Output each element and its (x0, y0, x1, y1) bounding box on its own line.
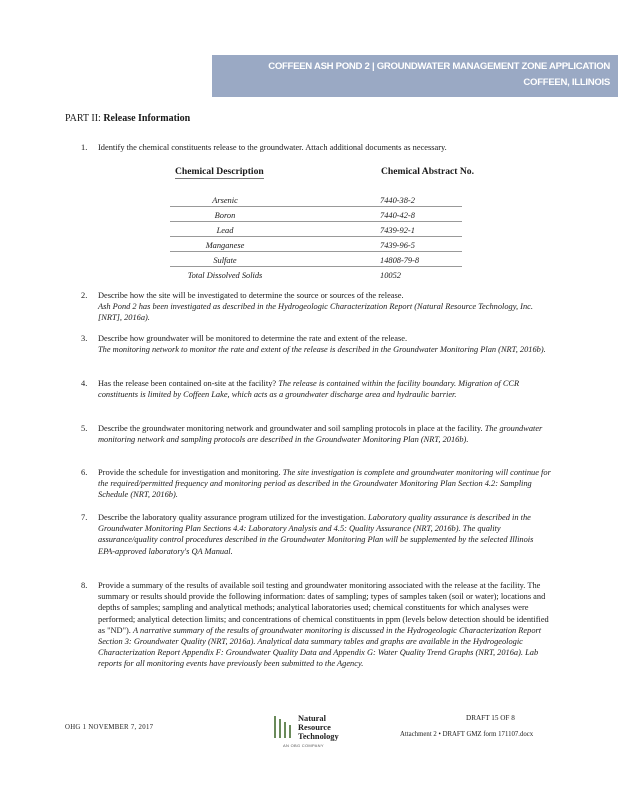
question-1-text: Identify the chemical constituents release to the groundwater. Attach additional documents as necessary. (98, 143, 447, 152)
response-2: Ash Pond 2 has been investigated as described in the Hydrogeologic Characterization Report (Natural Resource Technology, Inc. [NRT], 2016a). (98, 302, 533, 323)
part-name: Release Information (103, 113, 191, 124)
question-1: 1. Identify the chemical constituents release to the groundwater. Attach additional documents as necessary. (81, 142, 551, 153)
table-row: Lead 7439-92-1 (170, 222, 462, 237)
table-header-description: Chemical Description (175, 166, 264, 177)
question-7-text: Describe the laboratory quality assurance program utilized for the investigation. (98, 513, 366, 522)
table-row: Boron 7440-42-8 (170, 207, 462, 222)
logo-subtitle: AN OBG COMPANY (283, 743, 324, 748)
logo-word-3: Technology (298, 732, 339, 741)
question-6: 6. Provide the schedule for investigation and monitoring. The site investigation is complete and groundwater monitoring will continue for the required/permitted frequency and monitoring period as described in the Groundwater Monitoring Plan Section 4.2: Sampling Schedule (NRT, 2016b). (81, 468, 551, 500)
response-8: A narrative summary of the results of groundwater monitoring is discussed in the Hydrogeologic Characterization Report Section 3: Groundwater Quality (NRT, 2016a). Analytical data summary tables and graphs are available in the Hydrogeologic Characterization Report Appendix F: Groundwater Quality Data and Appendix G: Water Quality Trend Graphs (NRT, 2016a). Lab reports for all monitoring events have previously been submitted to the Agency. (98, 625, 542, 669)
footer-date: OHG 1 NOVEMBER 7, 2017 (65, 724, 154, 731)
table-row: Sulfate 14808-79-8 (170, 252, 462, 267)
question-8-text: Provide a summary of the results of available soil testing and groundwater monitoring associated with the release at the facility. The summary or results should provide the following information: dates of sampling; types of samples taken (soil or water); locations and depths of samples; sampling and analytical methods; analytical laboratories used; chemical constituents for which analyses were performed; analytical detection limits; and concentrations of chemical constituents in ppm (levels below detection should be identified as "ND"). (98, 581, 549, 635)
question-3-text: Describe how groundwater will be monitored to determine the rate and extent of the release. (98, 334, 408, 343)
header-banner (212, 55, 618, 97)
question-3: 3. Describe how groundwater will be monitored to determine the rate and extent of the release. The monitoring network to monitor the rate and extent of the release is described in the Groundwater Monitoring Plan (NRT, 2016b). (81, 333, 551, 355)
logo-word-2: Resource (298, 723, 331, 732)
question-5-text: Describe the groundwater monitoring network and groundwater and soil sampling protocols in place at the facility. (98, 424, 483, 433)
question-7: 7. Describe the laboratory quality assurance program utilized for the investigation. Laboratory quality assurance is described in the Groundwater Monitoring Plan Sections 4.4: Laboratory Analysis and 4.5: Quality Assurance (NRT, 2016b). The quality assurance/quality control procedures described in the Groundwater Monitoring Plan will be supplemented by the selected Illinois EPA-approved laboratory's QA Manual. (81, 513, 534, 556)
question-6-text: Provide the schedule for investigation and monitoring. (98, 468, 281, 477)
logo-icon (270, 713, 296, 743)
footer-page: DRAFT 15 OF 8 (466, 714, 515, 722)
table-row: Manganese 7439-96-5 (170, 237, 462, 252)
question-2: 2. Describe how the site will be investigated to determine the source or sources of the release. Ash Pond 2 has been investigated as described in the Hydrogeologic Characterization Report (Natural Resource Technology, Inc. [NRT], 2016a). (81, 290, 551, 324)
table-header-cas: Chemical Abstract No. (381, 166, 474, 177)
header-title: COFFEEN ASH POND 2 | GROUNDWATER MANAGEMENT ZONE APPLICATION (268, 61, 610, 72)
footer-filename: Attachment 2 • DRAFT GMZ form 171107.docx (400, 731, 534, 738)
response-7: Laboratory quality assurance is described in the Groundwater Monitoring Plan Sections 4.4: Laboratory Analysis and 4.5: Quality Assurance (NRT, 2016b). The quality assurance/quality control procedures described in the Groundwater Monitoring Plan will be supplemented by the selected Illinois EPA-approved laboratory's QA Manual. (98, 513, 534, 556)
chemical-table (170, 184, 462, 281)
part-title (65, 113, 190, 124)
company-logo (268, 713, 378, 749)
question-5: 5. Describe the groundwater monitoring network and groundwater and soil sampling protocols in place at the facility. The groundwater monitoring network and sampling protocols are described in the Groundwater Monitoring Plan (NRT, 2016b). (81, 424, 543, 445)
part-number: PART II: (65, 113, 101, 124)
question-8: 8. Provide a summary of the results of available soil testing and groundwater monitoring associated with the release at the facility. The summary or results should provide the following information: dates of sampling; types of samples taken (soil or water); locations and depths of samples; sampling and analytical methods; analytical laboratories used; chemical constituents for which analyses were performed; analytical detection limits; and concentrations of chemical constituents in ppm (levels below detection should be identified as "ND"). A narrative summary of the results of groundwater monitoring is discussed in the Hydrogeologic Characterization Report Section 3: Groundwater Quality (NRT, 2016a). Analytical data summary tables and graphs are available in the Hydrogeologic Characterization Report Appendix F: Groundwater Quality Data and Appendix G: Water Quality Trend Graphs (NRT, 2016a). Lab reports for all monitoring events have previously been submitted to the Agency. (81, 581, 549, 669)
response-3: The monitoring network to monitor the rate and extent of the release is described in the Groundwater Monitoring Plan (NRT, 2016b). (98, 345, 546, 355)
response-4: The release is contained within the facility boundary. Migration of CCR constituents is limited by Coffeen Lake, which acts as a groundwater discharge area and hydraulic barrier. (98, 379, 520, 400)
question-4: 4. Has the release been contained on-site at the facility? The release is contained within the facility boundary. Migration of CCR constituents is limited by Coffeen Lake, which acts as a groundwater discharge area and hydraulic barrier. (81, 379, 520, 400)
table-row: Total Dissolved Solids 10052 (187, 271, 401, 280)
question-2-text: Describe how the site will be investigated to determine the source or sources of the release. (98, 291, 404, 300)
question-4-text: Has the release been contained on-site at the facility? (98, 379, 277, 388)
logo-word-1: Natural (298, 714, 326, 723)
response-6: The site investigation is complete and groundwater monitoring will continue for the required/permitted frequency and monitoring period as described in the Groundwater Monitoring Plan Section 4.2: Sampling Schedule (NRT, 2016b). (98, 468, 551, 500)
header-location: COFFEEN, ILLINOIS (523, 77, 610, 88)
table-row: Arsenic 7440-38-2 (170, 184, 462, 207)
response-5: The groundwater monitoring network and sampling protocols are described in the Groundwater Monitoring Plan (NRT, 2016b). (98, 424, 543, 445)
